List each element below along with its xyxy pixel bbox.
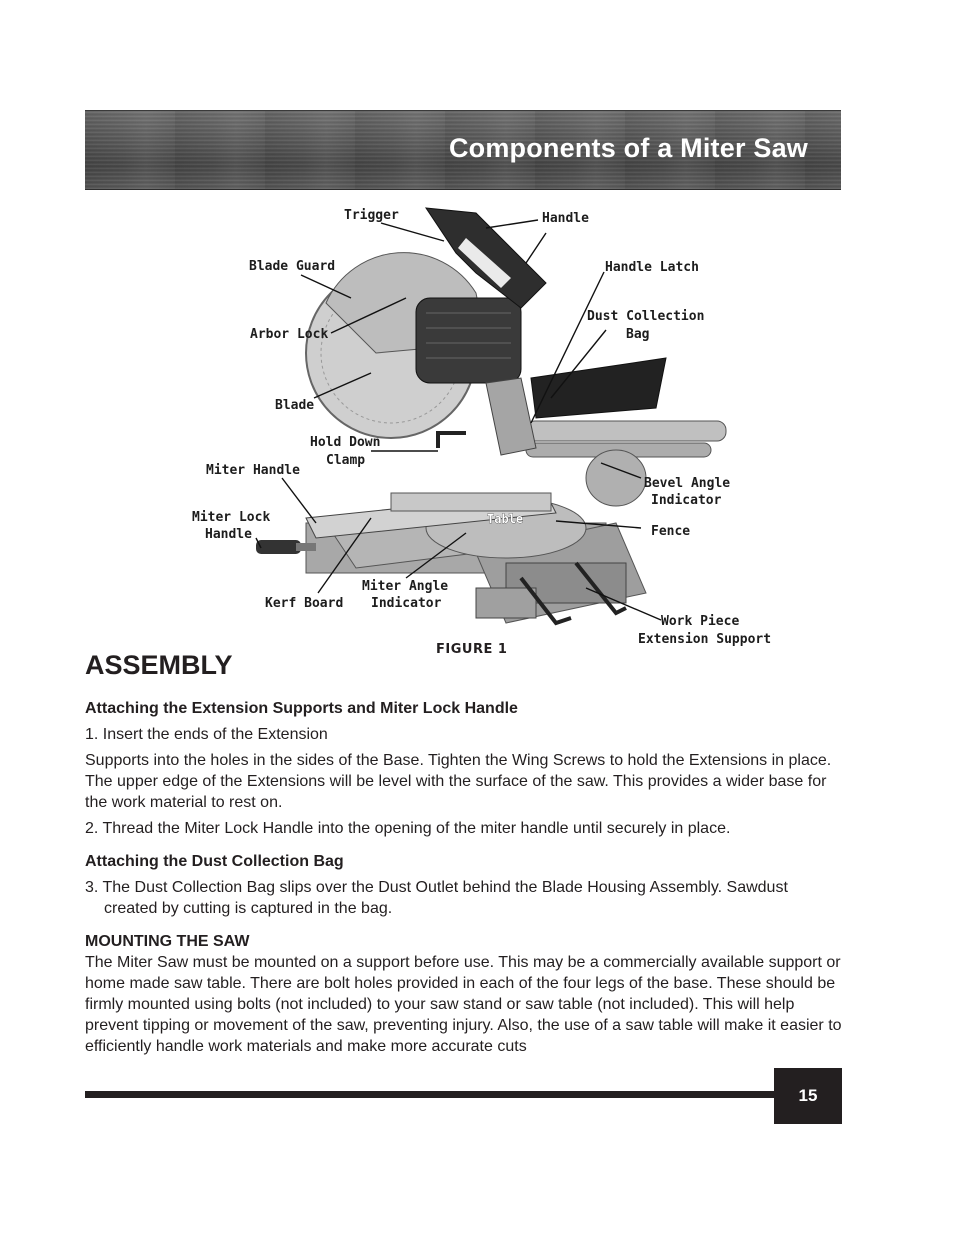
step-1: 1. Insert the ends of the Extension — [85, 726, 328, 743]
label-miter-handle: Miter Handle — [206, 463, 300, 478]
page-title: Components of a Miter Saw — [448, 133, 808, 163]
mounting-body: The Miter Saw must be mounted on a support before use. This may be a commercially available support or home made saw table. There are bolt holes provided in each of the four legs of the base. These should be firmly mounted using bolts (not included) to your saw stand or saw table (not included). This will help prevent tipping or movement of the saw, preventing injury. Also, the use of a saw table will make it easier to efficiently handle work materials and make more accurate cuts — [85, 954, 842, 1055]
step-2: 2. Thread the Miter Lock Handle into the opening of the miter handle until securely in place. — [85, 820, 731, 837]
label-miter-angle-indicator: Indicator — [371, 596, 442, 611]
miter-saw-illustration — [176, 193, 776, 663]
label-handle-latch: Handle Latch — [605, 260, 699, 275]
label-miter-lock: Miter Lock — [192, 510, 271, 525]
label-dust-bag: Bag — [626, 327, 650, 342]
page-number: 15 — [774, 1068, 842, 1124]
label-table: Table — [487, 512, 524, 526]
figure-caption: FIGURE 1 — [436, 642, 508, 657]
assembly-content — [85, 698, 845, 1057]
label-clamp: Clamp — [326, 453, 366, 468]
assembly-heading: ASSEMBLY — [85, 650, 233, 680]
subheading-mounting: MOUNTING THE SAW — [85, 933, 250, 950]
label-trigger: Trigger — [344, 208, 399, 223]
label-extension-support: Extension Support — [638, 632, 772, 647]
fence-shape — [391, 493, 551, 511]
label-handle: Handle — [542, 211, 589, 226]
label-bevel-angle: Bevel Angle — [644, 476, 731, 491]
subheading-dust-bag: Attaching the Dust Collection Bag — [85, 853, 344, 870]
label-fence: Fence — [651, 524, 691, 539]
label-miter-lock-handle: Handle — [205, 527, 252, 542]
label-blade: Blade — [275, 398, 315, 413]
label-bevel-indicator: Indicator — [651, 493, 722, 508]
miter-saw-figure — [176, 193, 776, 663]
subheading-extension-supports: Attaching the Extension Supports and Miter Lock Handle — [85, 700, 518, 717]
label-arbor-lock: Arbor Lock — [250, 327, 329, 342]
motor — [416, 298, 521, 383]
footer-rule — [85, 1091, 775, 1098]
label-blade-guard: Blade Guard — [249, 259, 336, 274]
label-kerf-board: Kerf Board — [265, 596, 344, 611]
label-hold-down: Hold Down — [310, 435, 381, 450]
label-miter-angle: Miter Angle — [362, 579, 449, 594]
section-banner — [85, 110, 841, 190]
step-3: 3. The Dust Collection Bag slips over the Dust Outlet behind the Blade Housing Assembly. Sawdust created by cutting is captured in the bag. — [85, 879, 788, 917]
label-dust-collection: Dust Collection — [587, 309, 705, 324]
label-work-piece: Work Piece — [661, 614, 740, 629]
step-1-body: Supports into the holes in the sides of the Base. Tighten the Wing Screws to hold the Extensions in place. The upper edge of the Extensions will be level with the surface of the saw. This provides a wider base for the work material to rest on. — [85, 752, 832, 811]
